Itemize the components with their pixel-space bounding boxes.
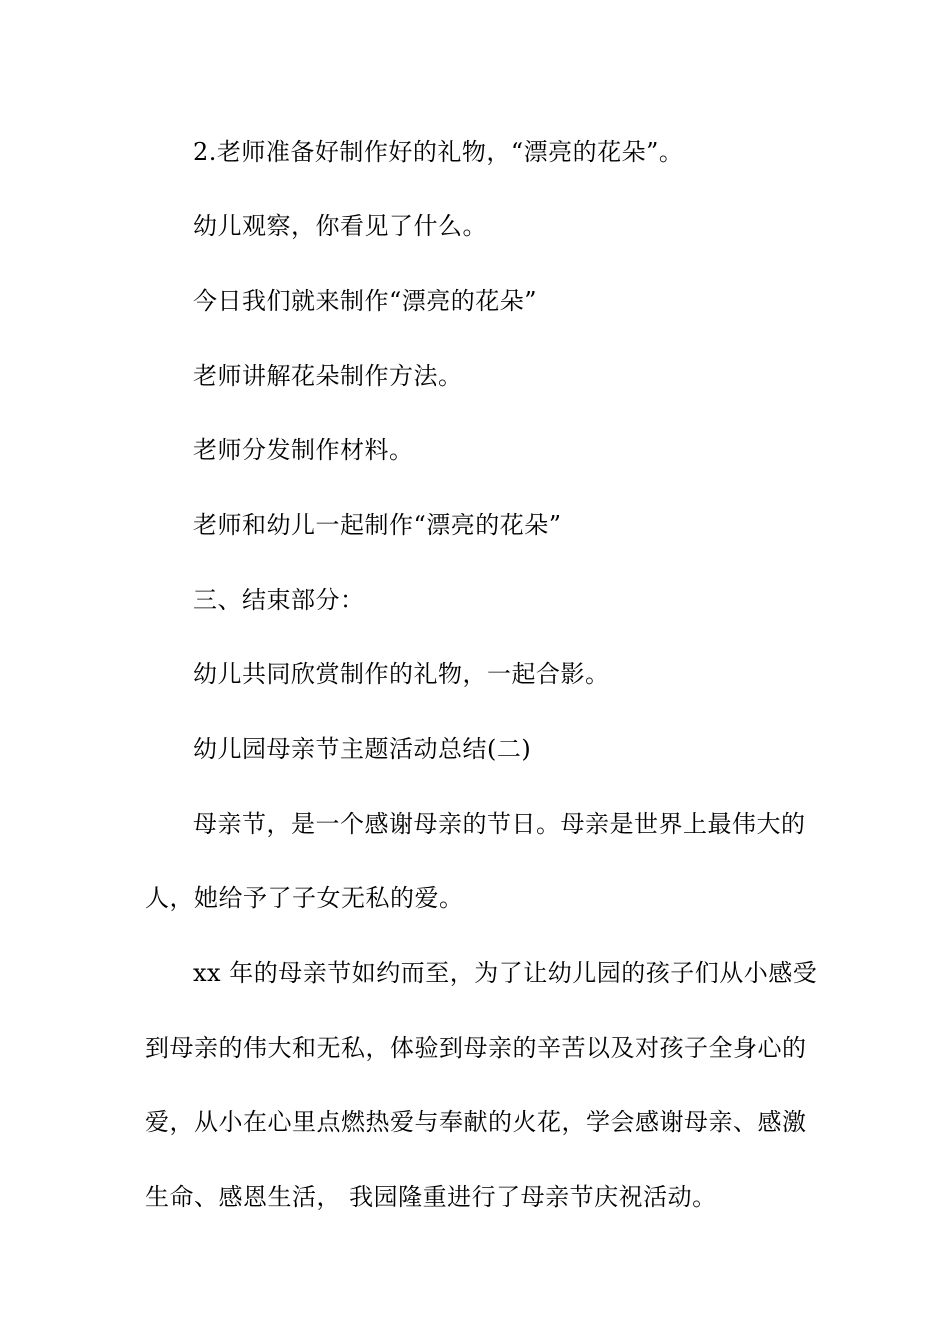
paragraph-line-10: 母亲节，是一个感谢母亲的节日。母亲是世界上最伟大的 xyxy=(193,810,806,838)
paragraph-line-6: 老师和幼儿一起制作“漂亮的花朵” xyxy=(193,511,562,539)
paragraph-line-11: 人，她给予了子女无私的爱。 xyxy=(145,884,464,912)
paragraph-line-5: 老师分发制作材料。 xyxy=(193,436,414,464)
paragraph-line-2: 幼儿观察，你看见了什么。 xyxy=(193,212,487,240)
paragraph-line-3: 今日我们就来制作“漂亮的花朵” xyxy=(193,287,538,315)
paragraph-line-14: 爱，从小在心里点燃热爱与奉献的火花，学会感谢母亲、感激 xyxy=(145,1108,807,1136)
paragraph-line-15: 生命、感恩生活， 我园隆重进行了母亲节庆祝活动。 xyxy=(145,1183,717,1211)
paragraph-line-1: 2.老师准备好制作好的礼物，“漂亮的花朵”。 xyxy=(193,138,684,166)
paragraph-line-13: 到母亲的伟大和无私，体验到母亲的辛苦以及对孩子全身心的 xyxy=(145,1034,807,1062)
paragraph-line-4: 老师讲解花朵制作方法。 xyxy=(193,362,463,390)
paragraph-line-12: xx 年的母亲节如约而至，为了让幼儿园的孩子们从小感受 xyxy=(193,959,818,987)
subtitle-heading: 幼儿园母亲节主题活动总结(二) xyxy=(193,735,532,763)
section-heading: 三、结束部分： xyxy=(193,586,365,614)
paragraph-line-8: 幼儿共同欣赏制作的礼物，一起合影。 xyxy=(193,660,610,688)
